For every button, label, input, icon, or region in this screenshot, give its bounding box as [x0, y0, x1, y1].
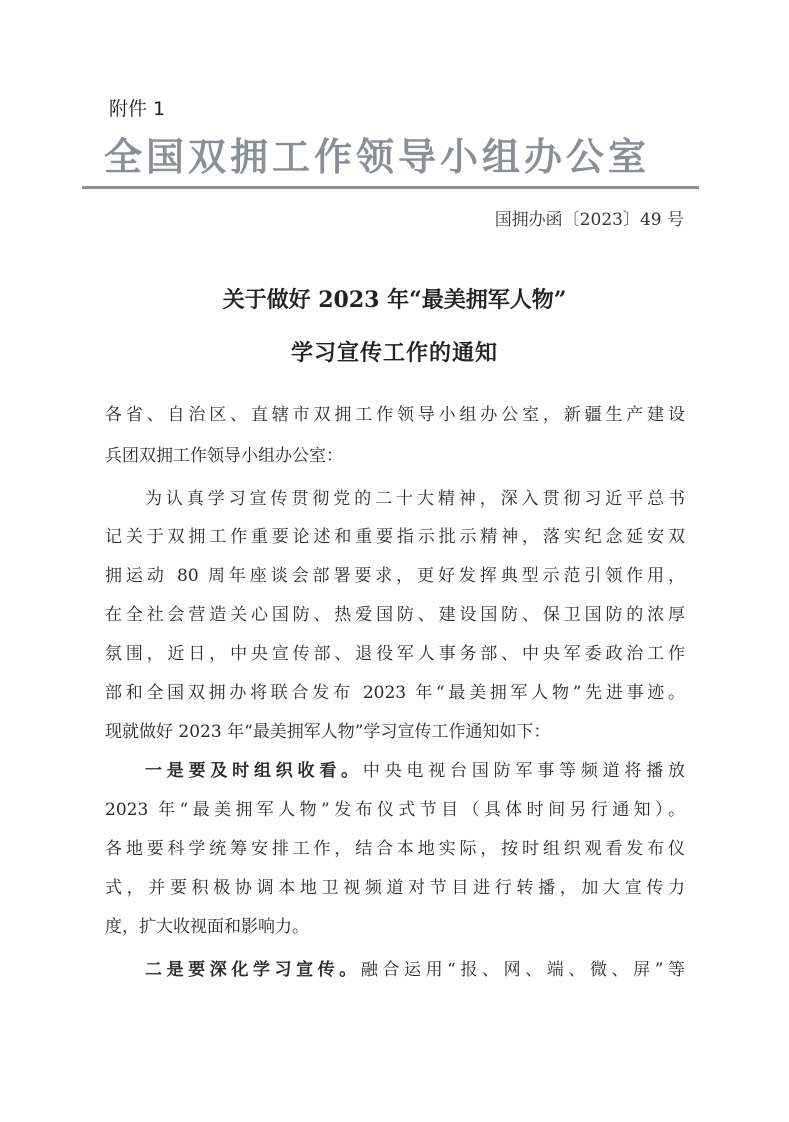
body-line: 部和全国双拥办将联合发布 2023 年“最美拥军人物”先进事迹。	[105, 683, 685, 703]
body-line: 为认真学习宣传贯彻党的二十大精神，深入贯彻习近平总书	[145, 489, 685, 509]
body-line: 各省、自治区、直辖市双拥工作领导小组办公室，新疆生产建设	[105, 405, 685, 425]
body-line	[145, 955, 685, 980]
body-line: 2023 年“最美拥军人物”发布仪式节目（具体时间另行通知）。	[105, 800, 685, 820]
body-line: 式，并要积极协调本地卫视频道对节目进行转播，加大宣传力	[105, 878, 685, 898]
point-two-heading: 二是要深化学习宣传。	[145, 960, 361, 980]
notice-title-line-2: 学习宣传工作的通知	[290, 340, 498, 366]
body-line: 度，扩大收视面和影响力。	[105, 917, 309, 937]
attachment-label: 附件 1	[109, 98, 166, 120]
body-line	[145, 756, 685, 781]
body-line: 拥运动 80 周年座谈会部署要求，更好发挥典型示范引领作用，	[105, 566, 685, 586]
body-line: 在全社会营造关心国防、热爱国防、建设国防、保卫国防的浓厚	[105, 605, 685, 625]
body-line: 各地要科学统筹安排工作，结合本地实际，按时组织观看发布仪	[105, 839, 685, 859]
body-line: 兵团双拥工作领导小组办公室：	[105, 446, 343, 466]
body-line: 记关于双拥工作重要论述和重要指示批示精神，落实纪念延安双	[105, 527, 685, 547]
point-one-heading: 一是要及时组织收看。	[145, 761, 363, 781]
notice-title-line-1: 关于做好 2023 年“最美拥军人物”	[222, 287, 567, 313]
point-two-text: 融合运用“报、网、端、微、屏”等	[360, 960, 685, 980]
body-line: 氛围，近日，中央宣传部、退役军人事务部、中央军委政治工作	[105, 644, 685, 664]
organization-header: 全国双拥工作领导小组办公室	[104, 134, 651, 179]
document-number: 国拥办函〔2023〕49 号	[494, 210, 684, 230]
point-one-text: 中央电视台国防军事等频道将播放	[362, 761, 686, 781]
body-line: 现就做好 2023 年“最美拥军人物”学习宣传工作通知如下：	[105, 722, 551, 742]
header-divider	[82, 186, 699, 189]
